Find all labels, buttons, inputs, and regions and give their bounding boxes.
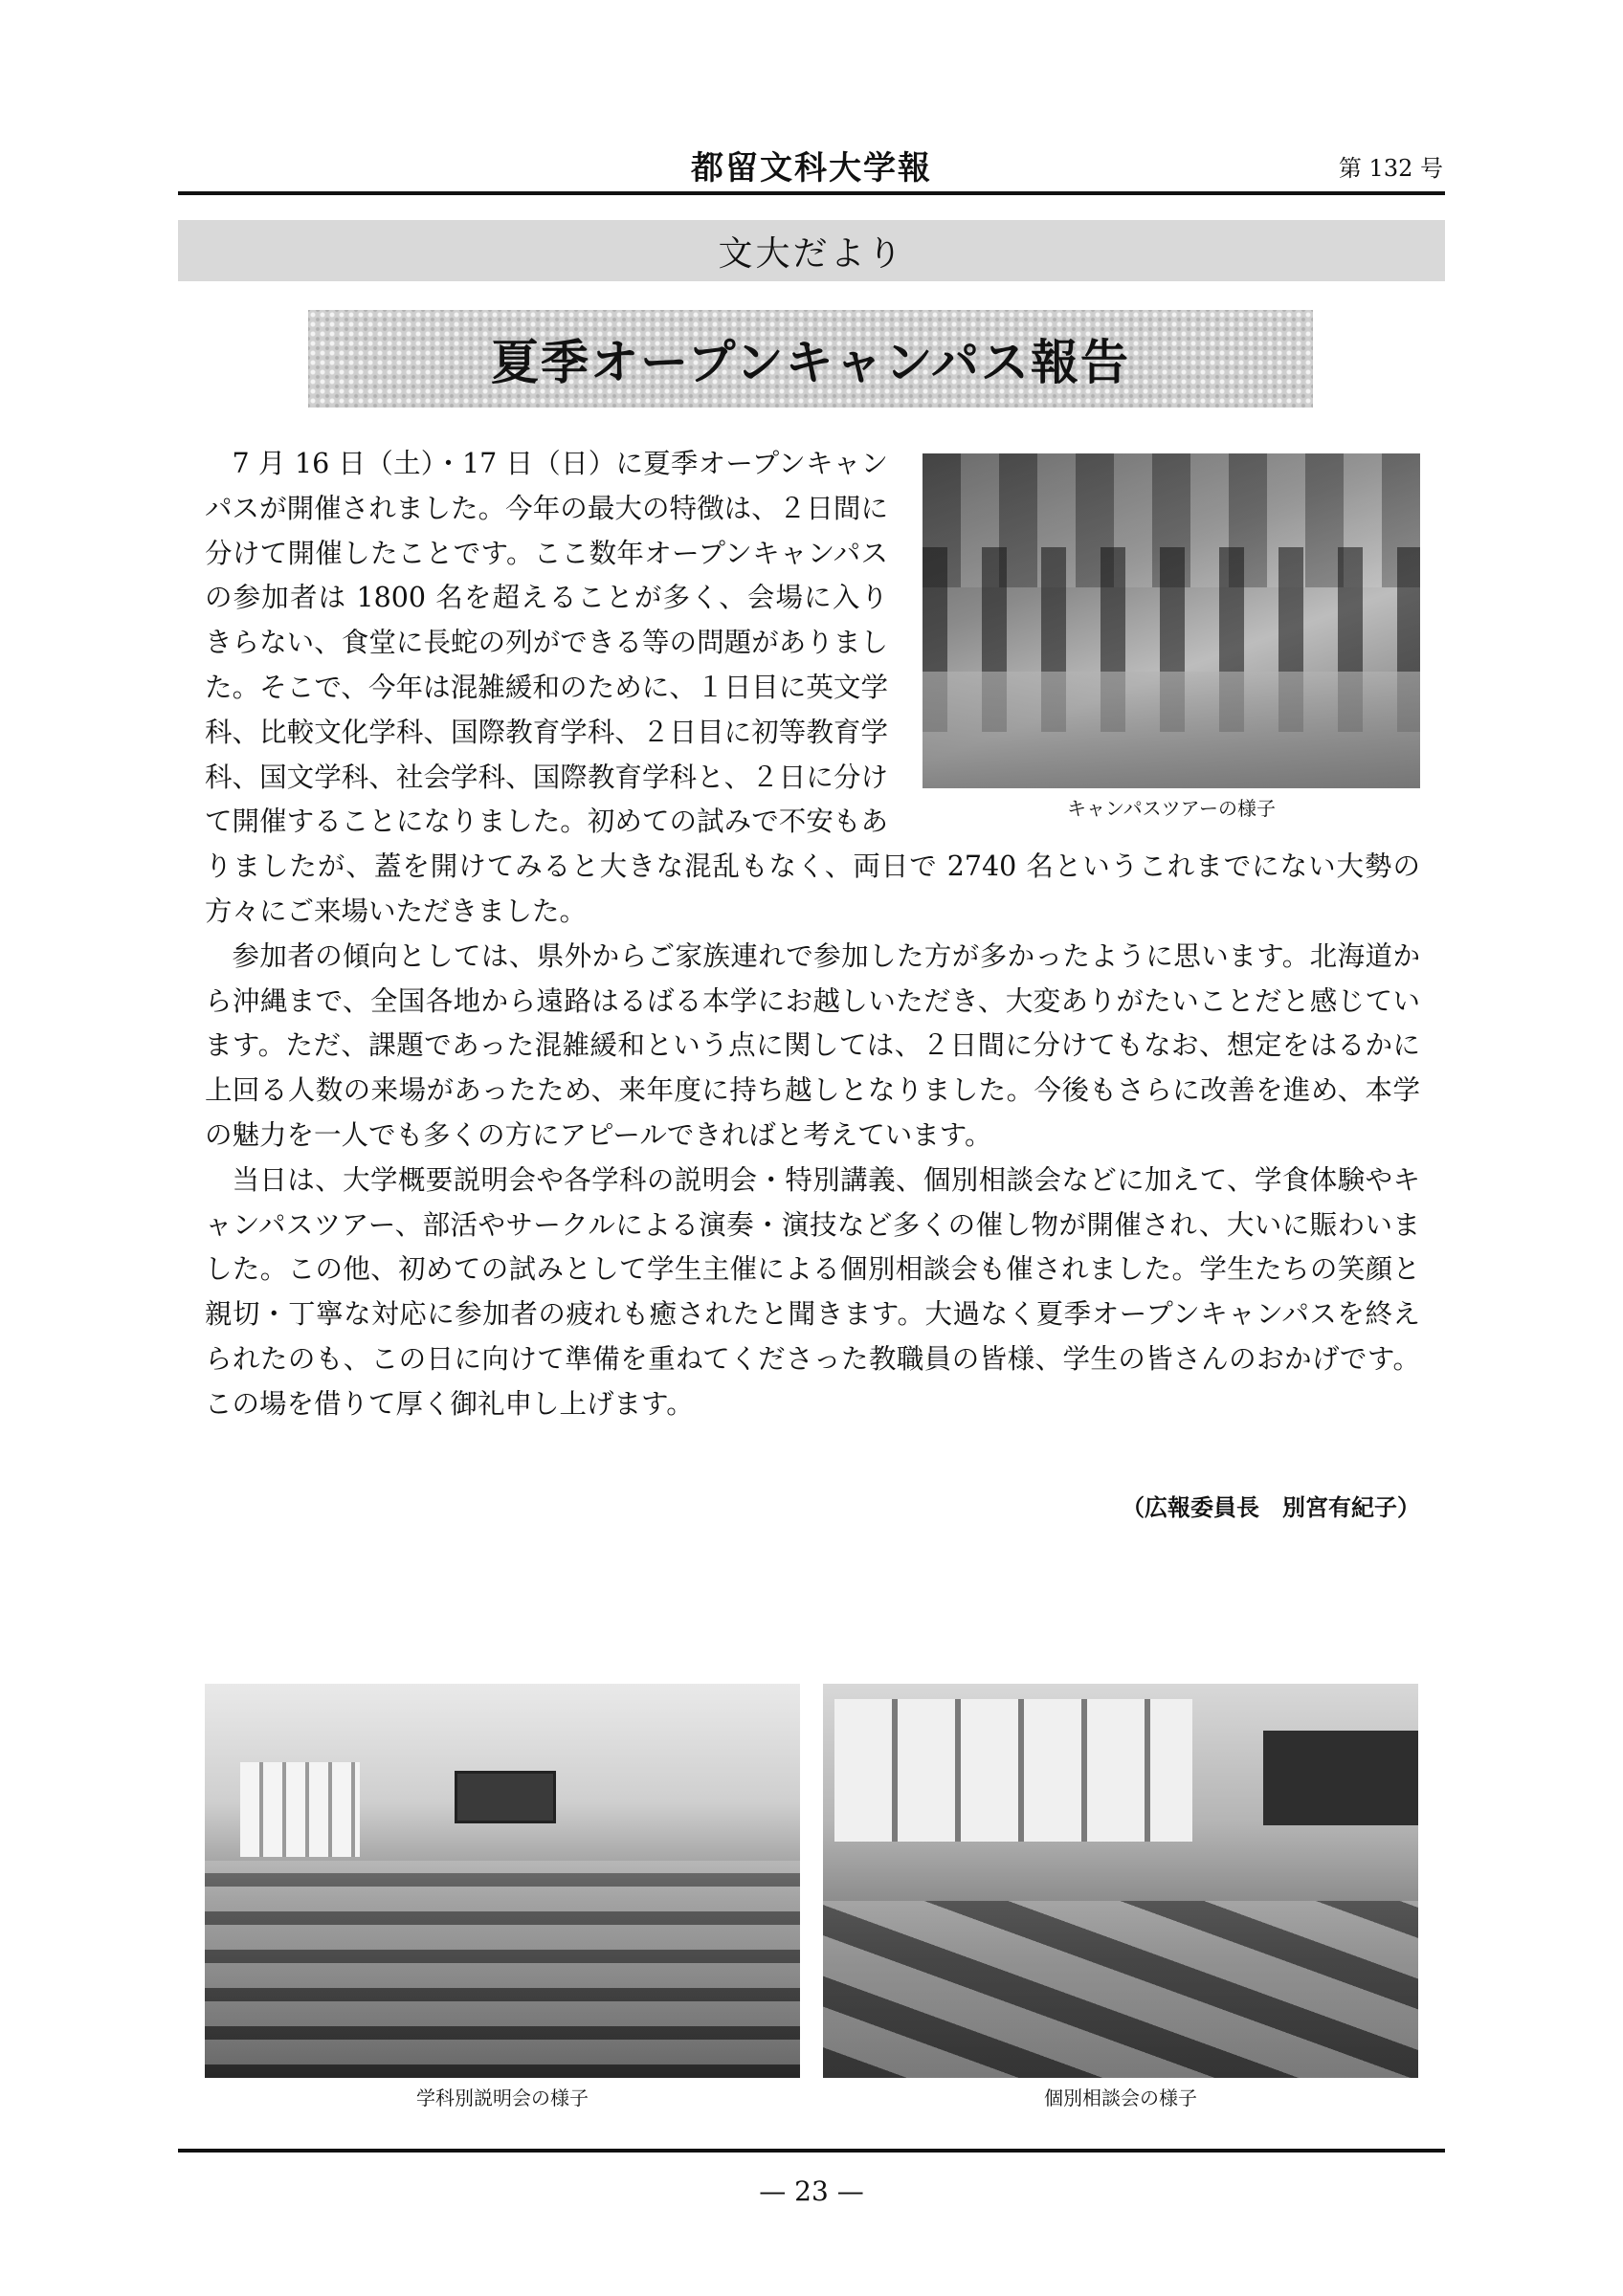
article-title: 夏季オープンキャンパス報告 xyxy=(491,335,1130,390)
department-briefing-caption: 学科別説明会の様子 xyxy=(416,2086,589,2109)
consultation-figure xyxy=(823,1684,1418,2112)
campus-tour-figure xyxy=(923,453,1420,823)
article-title-banner xyxy=(308,310,1313,408)
department-briefing-photo xyxy=(205,1684,800,2078)
consultation-photo xyxy=(823,1684,1418,2078)
article-paragraph-1: 7 月 16 日（土）・17 日（日）に夏季オープンキャンパスが開催されました。今年の最大の特徴は、２日間に分けて開催したことです。ここ数年オープンキャンパスの参加者は 1800 名を超えることが多く、会場に入りきらない、食堂に長蛇の列ができる等の問題がありました。そこで、今年は混雑緩和のために、１日目に英文学科、比較文化学科、国際教育学科、２日目に初等教育学科、国文学科、社会学科、国際教育学科と、２日に分けて開催することになりました。初めての試みで不安もありましたが、蓋を開けてみると大きな混乱もなく、両日で 2740 名というこれまでにない大勢の方々にご来場いただきました。 xyxy=(205,448,1420,927)
article-body xyxy=(205,442,1420,1427)
article-paragraph-2: 参加者の傾向としては、県外からご家族連れで参加した方が多かったように思います。北海道から沖縄まで、全国各地から遠路はるばる本学にお越しいただき、大変ありがたいことだと感じています。ただ、課題であった混雑緩和という点に関しては、２日間に分けてもなお、想定をはるかに上回る人数の来場があったため、来年度に持ち越しとなりました。今後もさらに改善を進め、本学の魅力を一人でも多くの方にアピールできればと考えています。 xyxy=(205,939,1420,1151)
header-rule xyxy=(178,191,1445,195)
publication-title: 都留文科大学報 xyxy=(691,149,932,188)
footer-rule xyxy=(178,2149,1445,2152)
campus-tour-caption: キャンパスツアーの様子 xyxy=(1067,797,1276,820)
article-paragraph-3: 当日は、大学概要説明会や各学科の説明会・特別講義、個別相談会などに加えて、学食体験やキャンパスツアー、部活やサークルによる演奏・演技など多くの催し物が開催され、大いに賑わいました。この他、初めての試みとして学生主催による個別相談会も催されました。学生たちの笑顔と親切・丁寧な対応に参加者の疲れも癒されたと聞きます。大過なく夏季オープンキャンパスを終えられたのも、この日に向けて準備を重ねてくださった教職員の皆様、学生の皆さんのおかげです。この場を借りて厚く御礼申し上げます。 xyxy=(205,1163,1420,1420)
article-credit: （広報委員長 別宮有紀子） xyxy=(1122,1494,1420,1521)
page-number: — 23 — xyxy=(759,2175,864,2207)
section-banner xyxy=(178,220,1445,281)
issue-number: 第 132 号 xyxy=(1338,155,1443,182)
consultation-caption: 個別相談会の様子 xyxy=(1044,2086,1197,2109)
campus-tour-photo xyxy=(923,453,1420,788)
department-briefing-figure xyxy=(205,1684,800,2112)
section-title: 文大だより xyxy=(718,233,905,274)
